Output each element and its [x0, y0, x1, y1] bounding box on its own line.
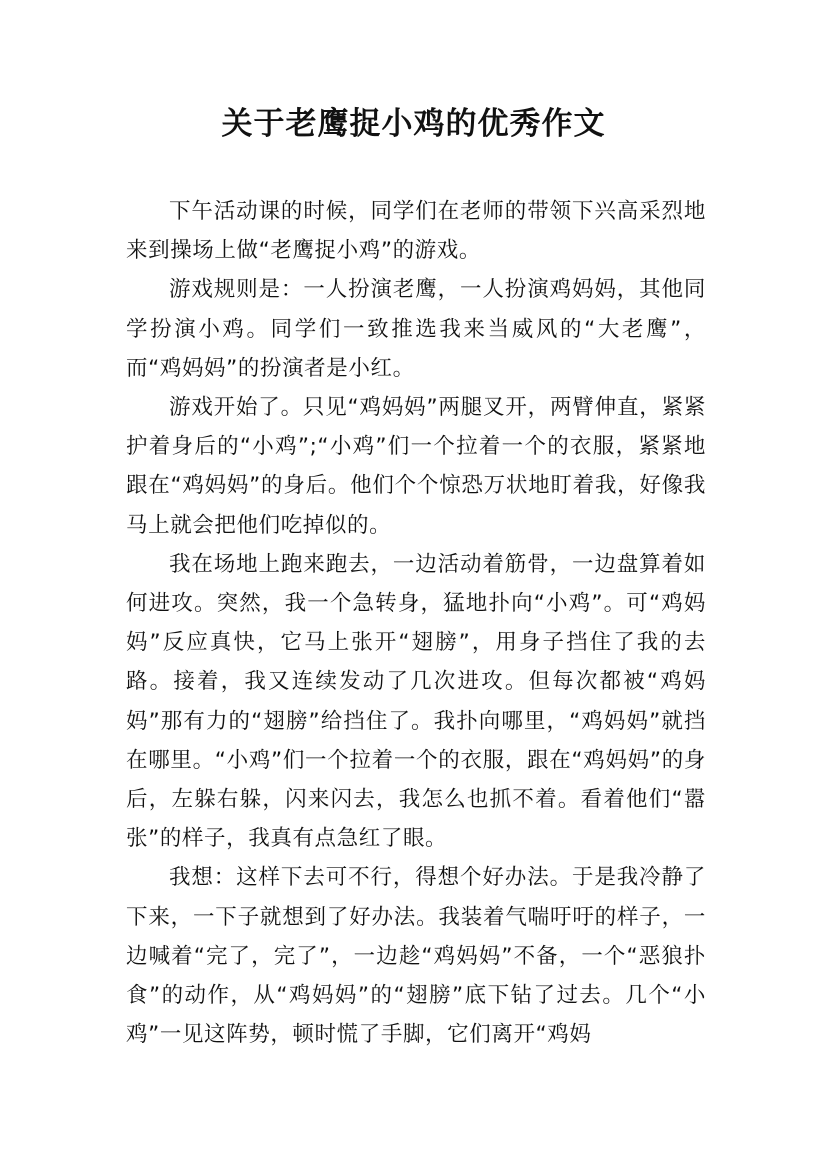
document-title: 关于老鹰捉小鸡的优秀作文: [221, 106, 606, 142]
paragraph-3: 游戏开始了。只见“鸡妈妈”两腿叉开，两臂伸直，紧紧护着身后的“小鸡”;“小鸡”们一个拉着一个的衣服，紧紧地跟在“鸡妈妈”的身后。他们个个惊恐万状地盯着我，好像我马上就会把他们吃掉似的。: [126, 395, 706, 538]
paragraph-4: 我在场地上跑来跑去，一边活动着筋骨，一边盘算着如何进攻。突然，我一个急转身，猛地扑向“小鸡”。可“鸡妈妈”反应真快，它马上张开“翅膀”，用身子挡住了我的去路。接着，我又连续发动了几次进攻。但每次都被“鸡妈妈”那有力的“翅膀”给挡住了。我扑向哪里，“鸡妈妈”就挡在哪里。“小鸡”们一个拉着一个的衣服，跟在“鸡妈妈”的身后，左躲右躲，闪来闪去，我怎么也抓不着。看着他们“嚣张”的样子，我真有点急红了眼。: [126, 551, 706, 852]
document-body: [126, 192, 706, 1054]
paragraph-1: 下午活动课的时候，同学们在老师的带领下兴高采烈地来到操场上做“老鹰捉小鸡”的游戏。: [126, 199, 706, 264]
paragraph-2: 游戏规则是：一人扮演老鹰，一人扮演鸡妈妈，其他同学扮演小鸡。同学们一致推选我来当威风的“大老鹰”，而“鸡妈妈”的扮演者是小红。: [126, 277, 706, 381]
paragraph-5: 我想：这样下去可不行，得想个好办法。于是我冷静了下来，一下子就想到了好办法。我装着气喘吁吁的样子，一边喊着“完了，完了”，一边趁“鸡妈妈”不备，一个“恶狼扑食”的动作，从“鸡妈妈”的“翅膀”底下钻了过去。几个“小鸡”一见这阵势，顿时慌了手脚，它们离开“鸡妈: [126, 865, 706, 1048]
